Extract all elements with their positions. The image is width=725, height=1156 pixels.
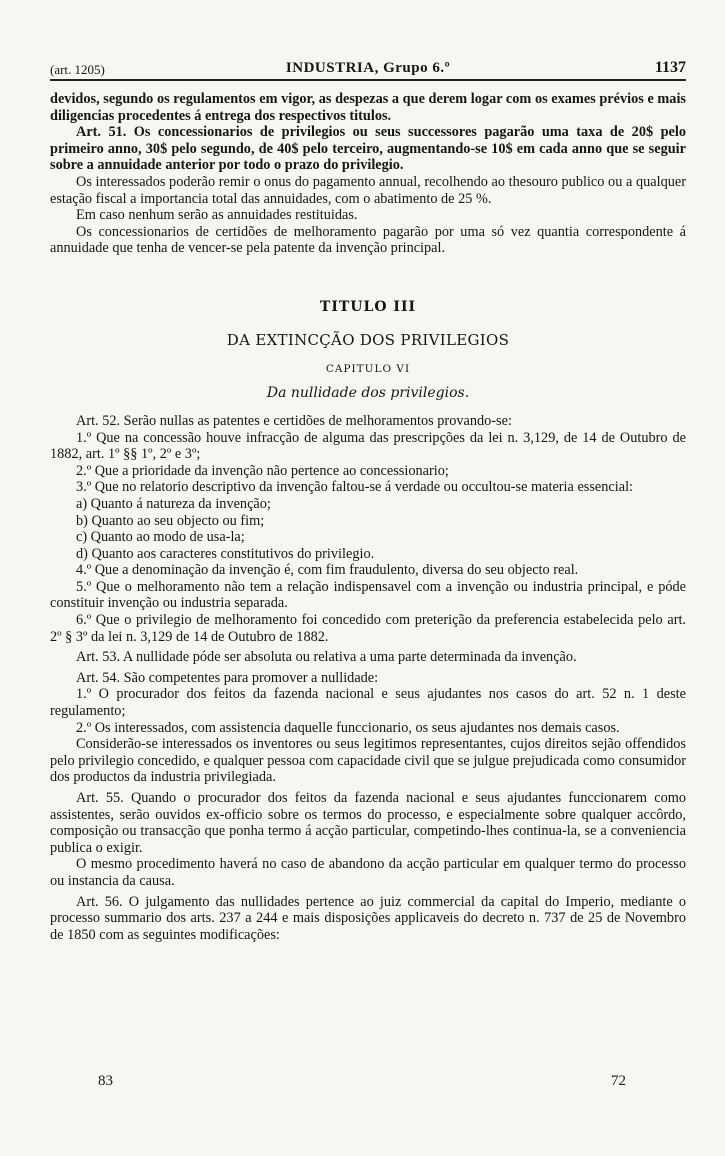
page [50,58,686,943]
titulo-heading: TITULO III [319,298,417,315]
paragraph: O mesmo procedimento haverá no caso de abandono da acção particular em qualquer termo do processo ou instancia da causa. [50,856,686,889]
header-rule [50,79,686,81]
list-item: 3.º Que no relatorio descriptivo da invenção faltou-se á verdade ou occultou-se materia essencial: [76,479,634,496]
sub-item: b) Quanto ao seu objecto ou fim; [76,512,265,529]
paragraph-art-51: Art. 51. Os concessionarios de privilegios ou seus successores pagarão uma taxa de 20$ pelo primeiro anno, 30$ pelo segundo, de 40$ pelo terceiro, augmentando-se 10$ em cada anno que se seguir sobre a annuidade anterior por todo o prazo do privilegio. [50,124,686,174]
paragraph: Considerão-se interessados os inventores ou seus legitimos representantes, cujos direitos sejão offendidos pelo privilegio concedido, e qualquer pessoa com capacidade civil que se julgue prejudicada como consumidor dos productos da industria privilegiada. [50,736,686,786]
paragraph: Os interessados poderão remir o onus do pagamento annual, recolhendo ao thesouro publico ou a qualquer estação fiscal a importancia total das annuidades, com o abatimento de 25 %. [50,173,686,207]
list-item: 2.º Que a prioridade da invenção não pertence ao concessionario; [76,462,449,479]
list-item: 2.º Os interessados, com assistencia daquelle funccionario, os seus ajudantes nos demais casos. [76,719,620,736]
footer-number: 72 [611,1073,626,1089]
paragraph: Em caso nenhum serão as annuidades restituidas. [76,207,358,224]
sub-item: d) Quanto aos caracteres constitutivos do privilegio. [76,545,375,562]
paragraph: Os concessionarios de certidões de melhoramento pagarão por uma só vez quantia correspondente á annuidade que tenha de vencer-se pela patente da invenção principal. [50,223,686,257]
sub-item: c) Quanto ao modo de usa-la; [76,529,245,546]
running-header [50,58,686,78]
nullidade-subheading: Da nullidade dos privilegios. [266,384,470,401]
list-item: 1.º Que na concessão houve infracção de alguma das prescripções da lei n. 3,129, de 14 de Outubro de 1882, art. 1º §§ 1º, 2º e 3º; [50,429,686,463]
header-page-number: 1137 [654,59,686,76]
footer-signature-number: 83 [98,1073,113,1089]
header-article-ref: (art. 1205) [50,62,105,77]
header-section-title: INDUSTRIA, Grupo 6.º [285,60,451,76]
extinccao-heading: DA EXTINCÇÃO DOS PRIVILEGIOS [226,330,510,349]
list-item: 6.º Que o privilegio de melhoramento foi concedido com preterição da preferencia estabelecida pelo art. 2º § 3º da lei n. 3,129 de 14 de Outubro de 1882. [50,612,686,645]
sub-item: a) Quanto á natureza da invenção; [76,495,271,512]
capitulo-heading: CAPITULO VI [325,362,411,375]
body-text-block [50,413,686,943]
paragraph: devidos, segundo os regulamentos em vigor, as despezas a que derem logar com os exames prévios e mais diligencias procedentes á entrega dos respectivos titulos. [50,91,686,124]
paragraph-art-55: Art. 55. Quando o procurador dos feitos da fazenda nacional e seus ajudantes funccionarem como assistentes, serão ouvidos ex-officio sobre os termos do processo, e especialmente sobre qualquer accôrdo, composição ou transacção que ponha termo á acção particular, competindo-lhes continua-la, se a conveniencia publica o exigir. [50,790,686,856]
list-item: 5.º Que o melhoramento não tem a relação indispensavel com a invenção ou industria principal, e póde constituir invenção ou industria separada. [50,578,686,612]
top-text-block [50,91,686,257]
paragraph-art-53: Art. 53. A nullidade póde ser absoluta ou relativa a uma parte determinada da invenção. [76,649,577,666]
list-item: 4.º Que a denominação da invenção é, com fim fraudulento, diversa do seu objecto real. [76,562,579,579]
paragraph-art-52: Art. 52. Serão nullas as patentes e certidões de melhoramentos provando-se: [76,412,512,429]
paragraph-art-56: Art. 56. O julgamento das nullidades pertence ao juiz commercial da capital do Imperio, mediante o processo summario dos arts. 237 a 244 e mais disposições applicaveis do decreto n. 737 de 25 de Novembro de 1850 com as seguintes modificações: [50,893,686,943]
list-item: 1.º O procurador dos feitos da fazenda nacional e seus ajudantes nos casos do art. 52 n. 1 deste regulamento; [50,686,686,720]
paragraph-art-54: Art. 54. São competentes para promover a nullidade: [76,669,379,686]
